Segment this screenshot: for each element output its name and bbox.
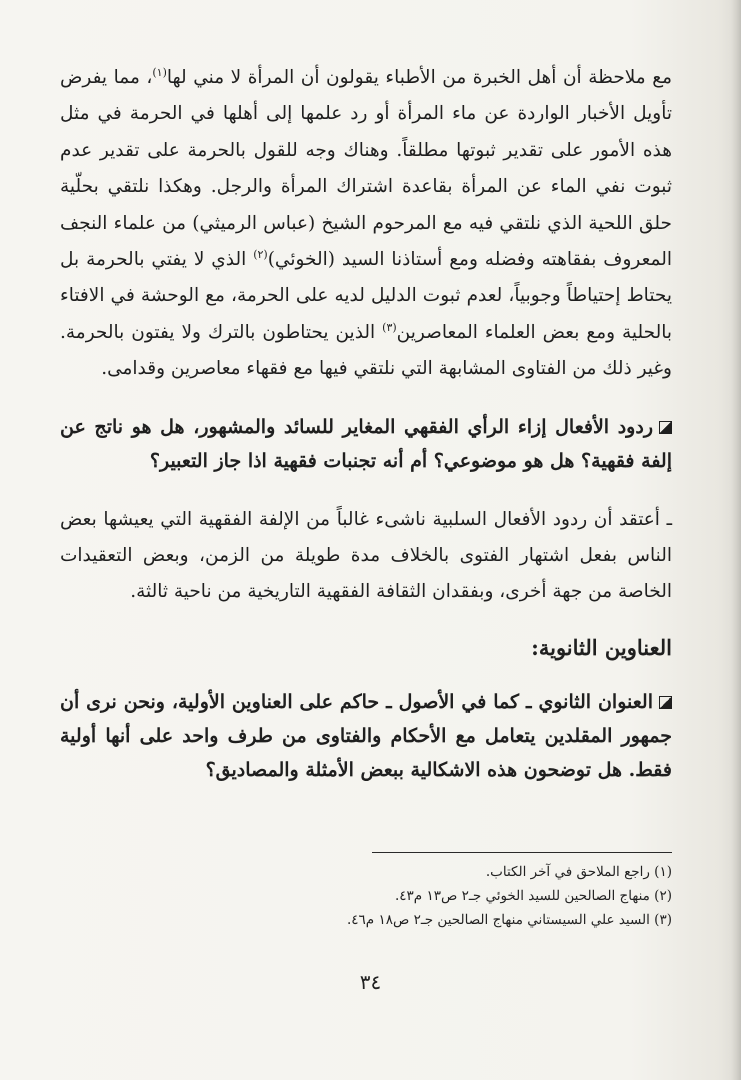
footnote-ref-1: (١) [152,65,167,79]
paragraph-1-part-c: الذي لا يفتي بالحرمة بل يحتاط إحتياطاً وجوبياً، لعدم ثبوت الدليل لديه على الحرمة، مع الوحشة في الافتاء بالحلية ومع بعض العلماء المعاصرين [60,249,672,343]
paragraph-1-part-d: الذين يحتاطون بالترك ولا يفتون بالحرمة. وغير ذلك من الفتاوى المشابهة التي نلتقي فيها مع فقهاء معاصرين وقدامى. [60,321,672,380]
checkbox-square-icon [659,421,672,434]
paragraph-1 [60,60,672,388]
paragraph-1-part-a: مع ملاحظة أن أهل الخبرة من الأطباء يقولون أن المرأة لا مني لها [166,67,672,88]
question-2-text: العنوان الثانوي ـ كما في الأصول ـ حاكم على العناوين الأولية، ونحن نرى أن جمهور المقلدين يتعامل مع الأحكام والفتاوى من طرف واحد على أنها أولية فقط. هل توضحون هذه الاشكالية ببعض الأمثلة والمصاديق؟ [60,690,672,781]
footnote-3: (٣) السيد علي السيستاني منهاج الصالحين جـ٢ ص١٨ م٤٦. [346,912,672,928]
checkbox-square-icon [659,696,672,709]
question-1-text: ردود الأفعال إزاء الرأي الفقهي المغاير للسائد والمشهور، هل هو ناتج عن إلفة فقهية؟ هل هو موضوعي؟ أم أنه تجنبات فقهية اذا جاز التعبير؟ [60,415,672,472]
footnotes [60,860,672,932]
section-heading: العناوين الثانوية: [531,634,672,660]
paragraph-1-part-b: ، مما يفرض تأويل الأخبار الواردة عن ماء المرأة أو رد علمها إلى أهلها في الحرمة في مثل هذه الأمور على تقدير ثبوتها مطلقاً. وهناك وجه للقول بالحرمة على تقدير عدم ثبوت نفي الماء عن المرأة بقاعدة اشتراك المرأة والرجل. وهكذا نلتقي بحلّية حلق اللحية الذي نلتقي فيه مع المرحوم الشيخ (عباس الرميثي) من علماء النجف المعروف بفقاهته وفضله ومع أستاذنا السيد (الخوئي) [60,67,672,271]
page-content [60,60,672,787]
question-2 [60,685,672,787]
footnote-2: (٢) منهاج الصالحين للسيد الخوئي جـ٢ ص١٣ م٤٣. [394,888,672,904]
footnote-ref-2: (٢) [253,247,268,261]
footnote-ref-3: (٣) [382,320,397,334]
question-1 [60,410,672,478]
page-number: ٣٤ [359,970,382,994]
page-edge-shadow [731,0,741,1080]
answer-1: ـ أعتقد أن ردود الأفعال السلبية ناشىء غالباً من الإلفة الفقهية التي يعيشها بعض الناس بفعل اشتهار الفتوى بالخلاف مدة طويلة من الزمن، وبعض التعقيدات الخاصة من جهة أخرى، وبفقدان الثقافة الفقهية التاريخية من ناحية ثالثة. [60,508,672,603]
footnote-1: (١) راجع الملاحق في آخر الكتاب. [485,864,672,880]
footnote-divider [372,852,672,853]
